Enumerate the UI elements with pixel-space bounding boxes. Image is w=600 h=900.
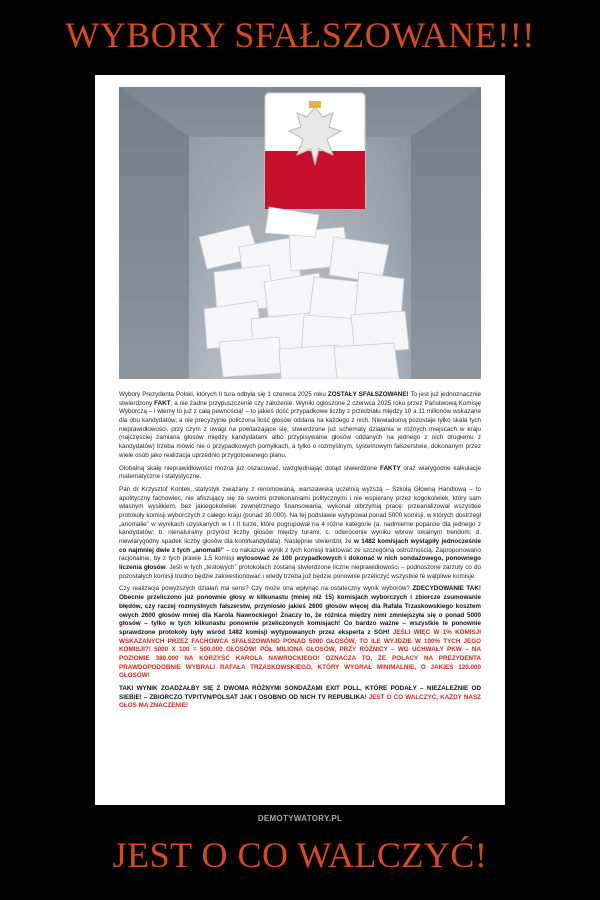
site-watermark: DEMOTYWATORY.PL bbox=[257, 814, 343, 823]
polish-eagle-emblem bbox=[265, 93, 365, 209]
article-text bbox=[119, 391, 481, 791]
article-paragraph-5: TAKI WYNIK ZGADZAŁBY SIĘ Z DWOMA RÓŻNYMI SONDAŻAMI EXIT POLL, KTÓRE PODAŁY – NIEZALEŻNIE OD SIEBIE! – ZBIORCZO TVP/TVN/POLSAT JAK I OSOBNO OD NICH TV REPUBLIKA! JEST O CO WALCZYĆ, KAŻDY NASZ GŁOS MA ZNACZENIE! bbox=[119, 685, 482, 710]
article-paragraph-4: Czy realizacja powyższych działań ma sens? Czy może ona wpłynąć na ostateczny wynik wyborów? ZDECYDOWANIE TAK! Obecnie przeliczono już ponownie głosy w kilkunastu (mniej niż 15) komisjach wyborczych i zbiorcze zsumowanie błędów, czy raczej rozmyślnych fałszerstw, przyniosło jakieś 2600 głosów więcej dla Rafała Trzaskowskiego kosztem owych 2600 głosów mniej dla Karola Nawrockiego! Znaczy to, że różnica między nimi zmniejszyła się o ponad 5000 głosów – tylko w tych kilkunastu ponownie przeliczonych komisjach! Co bardzo ważne – wszystkie te ponownie sprawdzone protokoły były wśród 1482 komisji wytypowanych przez eksperta z SGH! JEŚLI WIĘC W 1% KOMISJI WSKAZANYCH PRZEZ FACHOWCA SFAŁSZOWANO PONAD 5000 GŁOSÓW, TO ILE WYJDZIE W 100% TYCH JEGO KOMISJI?! 5000 X 100 = 500.000 GŁOSÓW! PÓŁ MILIONA GŁOSÓW, PRZY RÓŻNICY – WG UCHWAŁY PKW – NA POZIOMIE 380.000 NA KORZYŚĆ KAROLA NAWROCKIEGO! OZNACZA TO, ŻE POLACY NA PREZYDENTA PRAWDOPODOBNIE WYBRALI RAFAŁA TRZASKOWSKIEGO, KTÓRY WYGRAŁ MINIMALNIE, O JAKIEŚ 120.000 GŁOSÓW! bbox=[119, 585, 481, 680]
article-paragraph-1: Wybory Prezydenta Polski, których II tura odbyła się 1 czerwca 2025 roku ZOSTAŁY SFAŁSZOWANE! To jest już jednoznacznie stwierdzony FAKT, a nie żadne przypuszczenie czy założenie. Wyniki ogłoszone 2 czerwca 2025 roku przez Państwową Komisję Wyborczą – i wiemy to już z całą pewnością! – to jakieś dość przypadkowe liczby z przedziału między 10 a 11 milionów wskazane dla obu kandydatów, a nie precyzyjnie policzona ilość głosów oddana na każdego z nich. Niewiadomą pozostaje tylko skala tych nieprawidłowości, przy czym z uwagi na powtarzające się, stwierdzone już schematy działania w różnych miejscach w kraju (najczęściej zamiana głosów między kandydatami albo przypisywanie głosów oddanych na jednego z nich drugiemu z kandydatów) trzeba mówić nie o przypadkowych pomyłkach, a tylko o rozmyślnym, systemowym fałszerstwie, dokonanym przez wiele osób jako realizacja uprzednio przygotowanego planu. bbox=[119, 391, 481, 459]
article-paragraph-2: Globalną skalę nieprawidłowości można już oszacować, uwzględniając dotąd stwierdzone FAKTY oraz wiarygodne kalkulacje matematyczne i statystyczne. bbox=[119, 464, 481, 481]
article-paragraph-3: Pan dr Krzysztof Kontek, statystyk związany z renomowaną, warszawską uczelnią wyższą – Szkołą Główną Handlową – to apolityczny fachowiec, nie afiszujący się ze swoimi przekonaniami politycznymi i nie wspierany przez kogokolwiek, który sam własnym wysiłkiem, bez jakiegokolwiek zewnętrznego finansowania, wykonał olbrzymią pracę: przeanalizował wszystkie protokoły komisji wyborczych z całego kraju (ponad 30.000). Na tej podstawie wytypował ponad 5000 komisji, w których dostrzegł „anomalie” w wynikach uzyskanych w I i II turze, które pogrupował na 4 różne kategorie (a. nadmierne poparcie dla jednego z kandydatów; b. nienaturalny przyrost liczby głosów między turami; c. odwrócenie wyniku wbrew lokalnym trendom; d. niewiarygodny spadek liczby głosów dla kontrkandydata). Następnie stwierdził, że w 1482 komisjach wystąpiły jednocześnie co najmniej dwie z tych „anomalii” – co nakazuje wynik z tych komisji traktować ze szczególną ostrożnością. Zaproponowano racjonalnie, by z tych prawie 1,5 komisji wylosować ze 100 przypadkowych i dokonać w nich sondażowego, ponownego liczenia głosów. Jeśli w tych „testowych” protokołach zostaną stwierdzone liczne nieprawidłowości – podnoszone zarzuty co do pozostałych komisji trudno będzie zakwestionować i wtedy trzeba już będzie ponownie przeliczyć wszystkie te wątpliwe komisje. bbox=[119, 485, 482, 580]
headline-top: WYBORY SFAŁSZOWANE!!! bbox=[65, 15, 535, 55]
ballot-box-illustration bbox=[119, 87, 481, 379]
meme-panel bbox=[95, 75, 505, 805]
headline-bottom: JEST O CO WALCZYĆ! bbox=[112, 835, 488, 875]
ballot-box-photo bbox=[119, 87, 481, 379]
